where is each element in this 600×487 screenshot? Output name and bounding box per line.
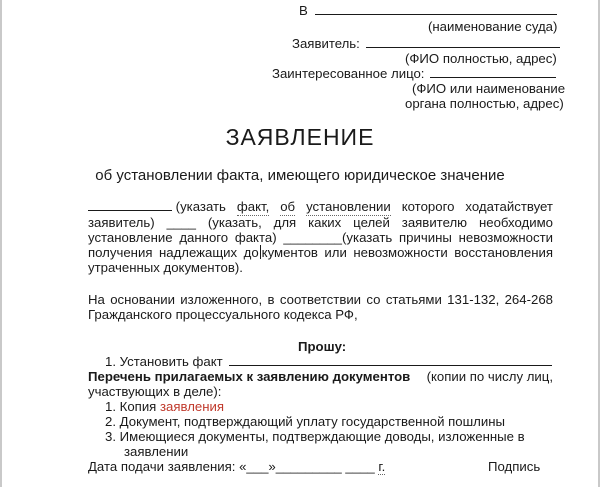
body-text: получения надлежащих до bbox=[88, 245, 259, 260]
attachment-item-2: 2. Документ, подтверждающий уплату государственной пошлины bbox=[105, 414, 505, 429]
submission-date bbox=[88, 459, 385, 475]
attachments-note-2: участвующих в деле): bbox=[88, 384, 222, 399]
applicant-label: Заявитель: bbox=[292, 36, 360, 51]
body-text: (указать bbox=[175, 199, 226, 214]
interested-label: Заинтересованное лицо: bbox=[272, 66, 425, 81]
attachments-heading: Перечень прилагаемых к заявлению документов bbox=[88, 369, 411, 384]
body-text: которого bbox=[401, 199, 455, 214]
attachment-text: 1. Копия bbox=[105, 399, 160, 414]
interested-blank bbox=[430, 66, 556, 78]
request-item-text: 1. Установить факт bbox=[105, 354, 223, 369]
body-line-7: Гражданского процессуального кодекса РФ, bbox=[88, 307, 358, 322]
attachment-item-1 bbox=[105, 399, 224, 415]
date-label: Дата подачи заявления: «___»_________ ____ bbox=[88, 459, 375, 474]
body-line-3: установление данного факта) ________(указать причины невозможности bbox=[88, 230, 553, 245]
interested-hint-1: (ФИО или наименование bbox=[412, 81, 566, 96]
fact-establish-blank bbox=[229, 354, 552, 366]
attachment-link[interactable]: заявления bbox=[160, 399, 225, 414]
fact-blank bbox=[88, 199, 172, 211]
attachment-item-3: 3. Имеющиеся документы, подтверждающие доводы, изложенные в bbox=[105, 429, 525, 444]
page-left-edge bbox=[0, 0, 2, 487]
document-title: ЗАЯВЛЕНИЕ bbox=[225, 124, 375, 150]
body-text: ходатайствует bbox=[465, 199, 553, 214]
interested-line bbox=[272, 66, 556, 82]
applicant-line bbox=[292, 36, 560, 52]
body-text: об bbox=[280, 199, 296, 214]
body-line-6: На основании изложенного, в соответствии со статьями 131-132, 264-268 bbox=[88, 292, 553, 307]
court-hint: (наименование суда) bbox=[428, 19, 558, 34]
request-heading: Прошу: bbox=[298, 339, 347, 354]
interested-hint-2: органа полностью, адрес) bbox=[405, 96, 564, 111]
attachment-item-3-cont: заявлении bbox=[124, 444, 189, 459]
attachments-heading-line bbox=[88, 369, 553, 385]
applicant-blank bbox=[366, 36, 560, 48]
body-line-4 bbox=[88, 245, 553, 261]
court-prefix: В bbox=[299, 3, 308, 18]
request-item-1 bbox=[105, 354, 552, 370]
attachments-note: (копии по числу лиц, bbox=[426, 369, 553, 384]
body-line-2: заявитель) ____ (указать, для каких целей заявителю необходимо bbox=[88, 215, 553, 230]
court-line bbox=[299, 3, 557, 19]
body-text: факт, bbox=[236, 199, 270, 214]
applicant-hint: (ФИО полностью, адрес) bbox=[405, 51, 557, 66]
document-subtitle: об установлении факта, имеющего юридическое значение bbox=[95, 167, 505, 184]
text-cursor bbox=[260, 245, 261, 259]
court-blank bbox=[315, 3, 557, 15]
year-suffix: г. bbox=[378, 459, 386, 474]
body-line-5: утраченных документов). bbox=[88, 260, 243, 275]
body-text: установлении bbox=[306, 199, 391, 214]
body-line-1 bbox=[88, 199, 553, 216]
signature-label: Подпись bbox=[488, 459, 541, 474]
body-text: кументов или невозможности восстановления bbox=[261, 245, 553, 260]
